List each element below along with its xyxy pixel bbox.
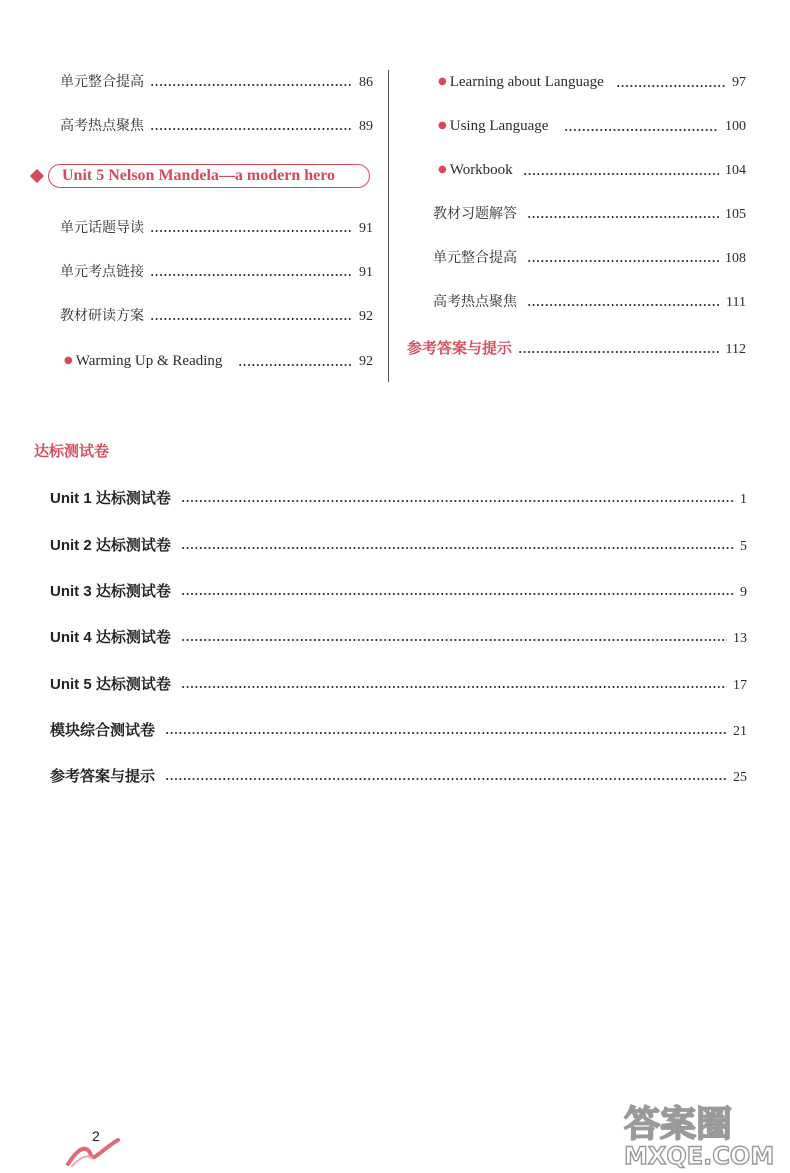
dot-leader [616,83,726,89]
dot-leader [181,637,727,643]
toc-entry[interactable] [438,73,746,93]
test-entry-page: 9 [740,585,747,600]
toc-entry-title: Using Language [449,118,549,134]
test-entry-title: Unit 2 达标测试卷 [50,537,171,554]
unit-5-banner[interactable] [30,163,370,189]
toc-entry-title: 高考热点聚焦 [60,118,144,134]
toc-entry-page: 91 [359,221,373,236]
test-entry[interactable] [50,580,747,601]
toc-entry[interactable] [433,293,746,312]
dot-leader [527,258,719,264]
test-entry-page: 21 [733,724,747,739]
test-entry-title: Unit 4 达标测试卷 [50,629,171,646]
toc-entry-page: 92 [359,354,373,369]
bullet-icon: ● [438,76,447,87]
toc-entry-page: 104 [725,163,746,178]
toc-entry[interactable] [438,117,746,137]
toc-entry[interactable] [433,205,746,224]
dot-leader [181,684,727,690]
bullet-icon: ● [438,120,447,131]
test-entry-page: 5 [740,539,747,554]
test-entry-page: 25 [733,770,747,785]
test-entry-title: Unit 3 达标测试卷 [50,583,171,600]
test-entry[interactable] [50,719,747,740]
toc-entry[interactable] [60,307,373,326]
page-number: 2 [92,1128,100,1144]
test-entry-page: 17 [733,678,747,693]
test-entry[interactable] [50,626,747,647]
toc-entry[interactable] [60,263,373,282]
test-entry[interactable] [50,487,747,508]
dot-leader [523,171,719,177]
toc-entry-title: 单元考点链接 [60,264,144,280]
toc-entry-page: 112 [725,342,746,357]
toc-entry-title: Learning about Language [449,74,604,90]
toc-entry-page: 100 [725,119,746,134]
dot-leader [181,545,734,551]
bullet-icon: ● [64,355,73,366]
test-entry-title: 参考答案与提示 [50,768,156,785]
toc-entry-title: 参考答案与提示 [407,339,513,357]
dot-leader [165,776,727,782]
watermark-logo [618,1098,786,1170]
test-entry[interactable] [50,673,747,694]
watermark-text-top: 答案圈 [624,1104,733,1145]
toc-entry[interactable] [60,73,373,92]
toc-entry[interactable] [438,161,746,181]
toc-entry-page: 111 [726,295,746,310]
toc-entry-page: 89 [359,119,373,134]
dot-leader [150,82,353,88]
test-entry[interactable] [50,765,747,786]
dot-leader [150,228,353,234]
toc-entry-title: 单元整合提高 [60,74,144,90]
column-divider [388,70,389,382]
dot-leader [564,127,719,133]
dot-leader [518,349,720,355]
diamond-icon [30,169,44,183]
test-entry-title: 模块综合测试卷 [50,722,156,739]
toc-entry-title: 高考热点聚焦 [433,294,517,310]
toc-entry-title: 单元整合提高 [433,250,517,266]
test-entry-title: Unit 1 达标测试卷 [50,490,171,507]
dot-leader [150,316,353,322]
test-entry-page: 1 [740,492,747,507]
toc-entry-page: 108 [725,251,746,266]
dot-leader [181,591,734,597]
toc-entry[interactable] [60,117,373,136]
toc-entry-title: 单元话题导读 [60,220,144,236]
toc-entry[interactable] [60,219,373,238]
toc-entry[interactable] [64,352,373,372]
toc-entry-page: 91 [359,265,373,280]
dot-leader [238,362,353,368]
dot-leader [150,126,353,132]
toc-entry-page: 105 [725,207,746,222]
section-heading: 达标测试卷 [34,442,110,460]
dot-leader [527,302,720,308]
toc-entry-title: 教材习题解答 [433,206,517,222]
toc-entry-title: 教材研读方案 [60,308,144,324]
dot-leader [165,730,727,736]
test-entry[interactable] [50,534,747,555]
dot-leader [181,498,734,504]
test-entry-title: Unit 5 达标测试卷 [50,676,171,693]
toc-entry-page: 92 [359,309,373,324]
toc-entry-page: 86 [359,75,373,90]
bullet-icon: ● [438,164,447,175]
toc-entry[interactable] [433,249,746,268]
toc-entry-title: Warming Up & Reading [75,353,223,369]
test-entry-page: 13 [733,631,747,646]
dot-leader [150,272,353,278]
toc-entry-page: 97 [732,75,746,90]
watermark-text-bottom: MXQE.COM [624,1142,775,1170]
unit-5-title: Unit 5 Nelson Mandela—a modern hero [62,167,336,184]
dot-leader [527,214,719,220]
toc-entry-title: Workbook [449,162,513,178]
toc-entry-answers[interactable] [407,339,746,359]
